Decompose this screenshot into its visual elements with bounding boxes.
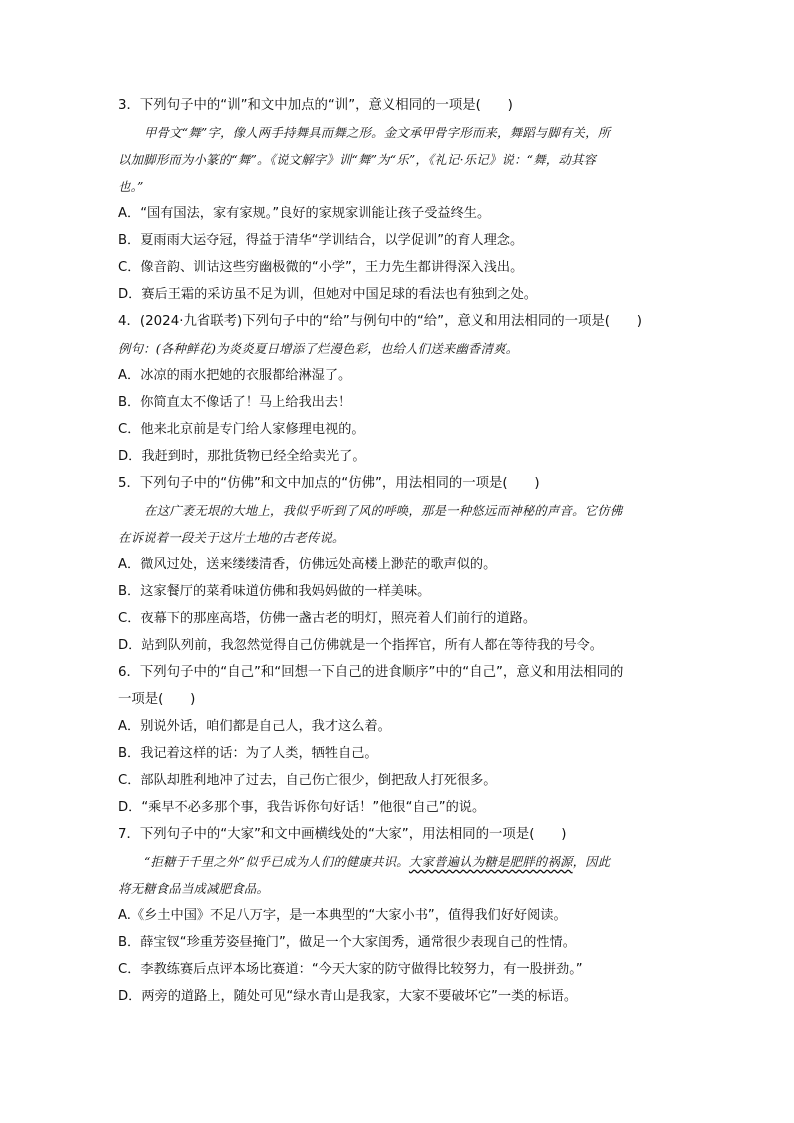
question-7-passage-post: ，因此 <box>572 854 611 869</box>
question-3-option-b: B．夏雨雨大运夺冠，得益于清华“学训结合，以学促训”的育人理念。 <box>118 233 524 248</box>
question-6-option-c: C．部队却胜利地冲了过去，自己伤亡很少，倒把敌人打死很多。 <box>118 773 497 788</box>
question-5-passage-line-1: 在这广袤无垠的大地上，我似乎听到了风的呼唤，那是一种悠远而神秘的声音。它仿佛 <box>144 503 623 518</box>
question-3-stem: 3．下列句子中的“训”和文中加点的“训”，意义相同的一项是( ) <box>118 98 513 113</box>
question-4-stem: 4．(2024·九省联考)下列句子中的“给”与例句中的“给”，意义和用法相同的一项是( ) <box>118 314 642 329</box>
question-3-option-c: C．像音韵、训诂这些穷幽极微的“小学”，王力先生都讲得深入浅出。 <box>118 260 524 275</box>
question-4-option-c: C．他来北京前是专门给人家修理电视的。 <box>118 422 365 437</box>
question-3-option-a: A．“国有国法，家有家规。”良好的家规家训能让孩子受益终生。 <box>118 206 491 221</box>
question-4-option-d: D．我赶到时，那批货物已经全给卖光了。 <box>118 449 366 464</box>
question-7-underlined-phrase: 大家普遍认为糖是肥胖的祸源 <box>408 854 573 869</box>
question-5-passage-line-2: 在诉说着一段关于这片土地的古老传说。 <box>118 530 345 545</box>
question-5-option-d: D．站到队列前，我忽然觉得自己仿佛就是一个指挥官，所有人都在等待我的号令。 <box>118 638 603 653</box>
question-3-passage-line-2: 以加脚形而为小篆的“舞”。《说文解字》训“舞”为“乐”，《礼记·乐记》说：“舞，动其容 <box>118 152 597 167</box>
question-6-stem-line-2: 一项是( ) <box>118 692 196 707</box>
question-6-stem-line-1: 6．下列句子中的“自己”和“回想一下自己的进食顺序”中的“自己”，意义和用法相同的 <box>118 665 624 680</box>
question-7-passage-line-2: 将无糖食品当成减肥食品。 <box>118 881 270 896</box>
question-5-option-a: A．微风过处，送来缕缕清香，仿佛远处高楼上渺茫的歌声似的。 <box>118 557 497 572</box>
document-page <box>118 92 678 1010</box>
question-7-option-c: C．李教练赛后点评本场比赛道：“今天大家的防守做得比较努力，有一股拼劲。” <box>118 962 583 977</box>
question-7-stem: 7．下列句子中的“大家”和文中画横线处的“大家”，用法相同的一项是( ) <box>118 827 567 842</box>
question-5-option-c: C．夜幕下的那座高塔，仿佛一盏古老的明灯，照亮着人们前行的道路。 <box>118 611 537 626</box>
question-3-passage-line-3: 也。” <box>118 179 144 194</box>
question-7-option-a: A.《乡土中国》不足八万字，是一本典型的“大家小书”，值得我们好好阅读。 <box>118 908 567 923</box>
question-7-passage-pre: “拒糖于千里之外”似乎已成为人们的健康共识。 <box>144 854 409 869</box>
question-6-option-b: B．我记着这样的话：为了人类，牺牲自己。 <box>118 746 378 761</box>
question-5-option-b: B．这家餐厅的菜肴味道仿佛和我妈妈做的一样美味。 <box>118 584 431 599</box>
question-3-passage-line-1: 甲骨文“舞”字，像人两手持舞具而舞之形。金文承甲骨字形而来，舞蹈与脚有关，所 <box>144 125 611 140</box>
question-6-option-a: A．别说外话，咱们都是自己人，我才这么着。 <box>118 719 391 734</box>
question-4-option-a: A．冰凉的雨水把她的衣服都给淋湿了。 <box>118 368 352 383</box>
question-7-option-d: D．两旁的道路上，随处可见“绿水青山是我家，大家不要破坏它”一类的标语。 <box>118 989 578 1004</box>
question-4-example: 例句：(各种鲜花)为炎炎夏日增添了烂漫色彩，也给人们送来幽香清爽。 <box>118 341 519 356</box>
question-5-stem: 5．下列句子中的“仿佛”和文中加点的“仿佛”，用法相同的一项是( ) <box>118 476 540 491</box>
question-6-option-d: D．“乘早不必多那个事，我告诉你句好话！”他很“自己”的说。 <box>118 800 486 815</box>
question-3-option-d: D．赛后王霜的采访虽不足为训，但她对中国足球的看法也有独到之处。 <box>118 287 537 302</box>
question-7-option-b: B．薛宝钗“珍重芳姿昼掩门”，做足一个大家闺秀，通常很少表现自己的性情。 <box>118 935 576 950</box>
question-7-passage-line-1 <box>118 848 678 875</box>
question-4-option-b: B．你简直太不像话了！马上给我出去！ <box>118 395 352 410</box>
